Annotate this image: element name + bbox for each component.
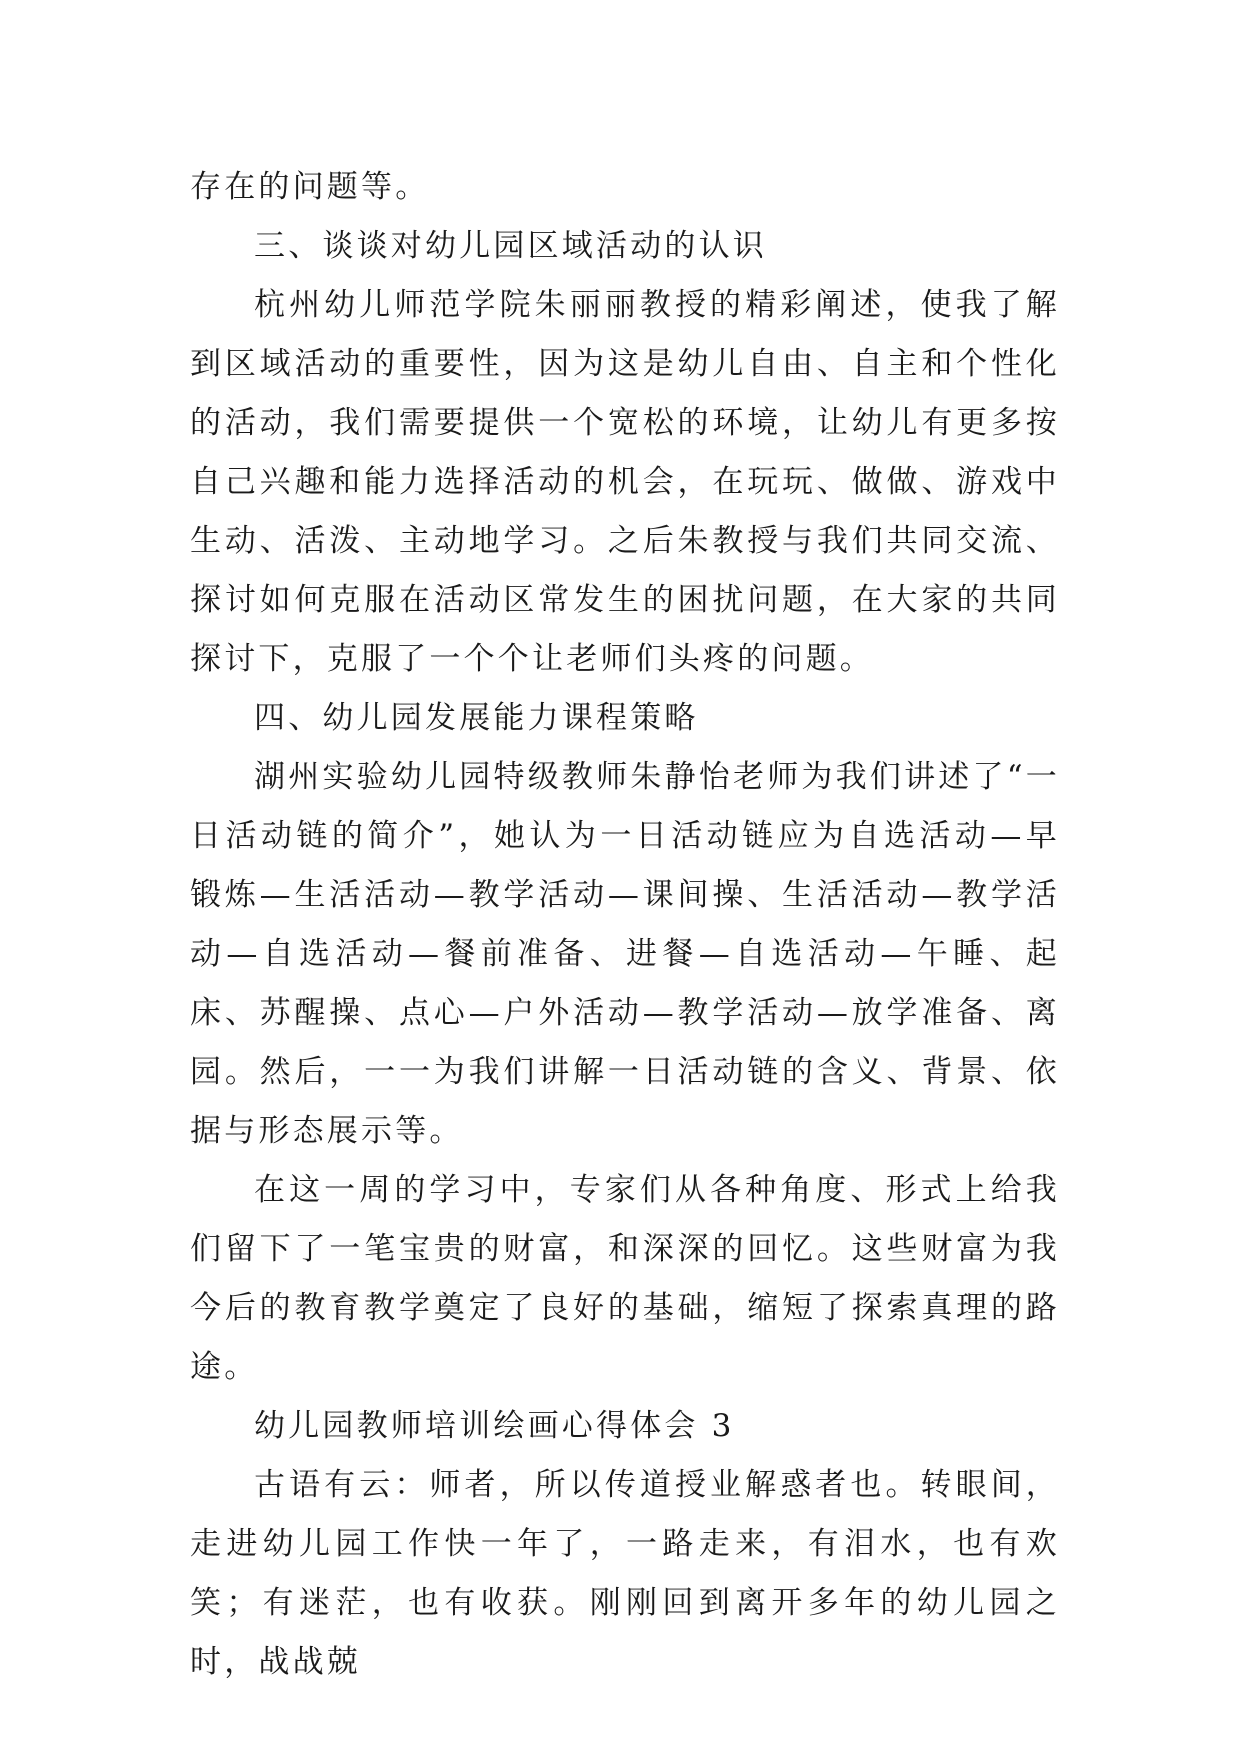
paragraph-regional-activities: 杭州幼儿师范学院朱丽丽教授的精彩阐述，使我了解到区域活动的重要性，因为这是幼儿自由、自主和个性化的活动，我们需要提供一个宽松的环境，让幼儿有更多按自己兴趣和能力选择活动的机会，在玩玩、做做、游戏中生动、活泼、主动地学习。之后朱教授与我们共同交流、探讨如何克服在活动区常发生的困扰问题，在大家的共同探讨下，克服了一个个让老师们头疼的问题。	[190, 287, 1060, 677]
paragraph-week-summary: 在这一周的学习中，专家们从各种角度、形式上给我们留下了一笔宝贵的财富，和深深的回忆。这些财富为我今后的教育教学奠定了良好的基础，缩短了探索真理的路途。	[190, 1172, 1060, 1385]
paragraph-daily-activity-chain: 湖州实验幼儿园特级教师朱静怡老师为我们讲述了“一日活动链的简介”，她认为一日活动链应为自选活动—早锻炼—生活活动—教学活动—课间操、生活活动—教学活动—自选活动—餐前准备、进餐—自选活动—午睡、起床、苏醒操、点心—户外活动—教学活动—放学准备、离园。然后，一一为我们讲解一日活动链的含义、背景、依据与形态展示等。	[190, 759, 1060, 1149]
document-body	[190, 158, 1060, 1692]
section-heading-3: 三、谈谈对幼儿园区域活动的认识	[254, 228, 767, 264]
section-heading-4: 四、幼儿园发展能力课程策略	[254, 700, 699, 736]
article-title-3: 幼儿园教师培训绘画心得体会 3	[254, 1408, 735, 1444]
paragraph-ancient-saying: 古语有云：师者，所以传道授业解惑者也。转眼间，走进幼儿园工作快一年了，一路走来，有泪水，也有欢笑；有迷茫，也有收获。刚刚回到离开多年的幼儿园之时，战战兢	[190, 1467, 1060, 1680]
paragraph-continuation: 存在的问题等。	[190, 169, 430, 205]
